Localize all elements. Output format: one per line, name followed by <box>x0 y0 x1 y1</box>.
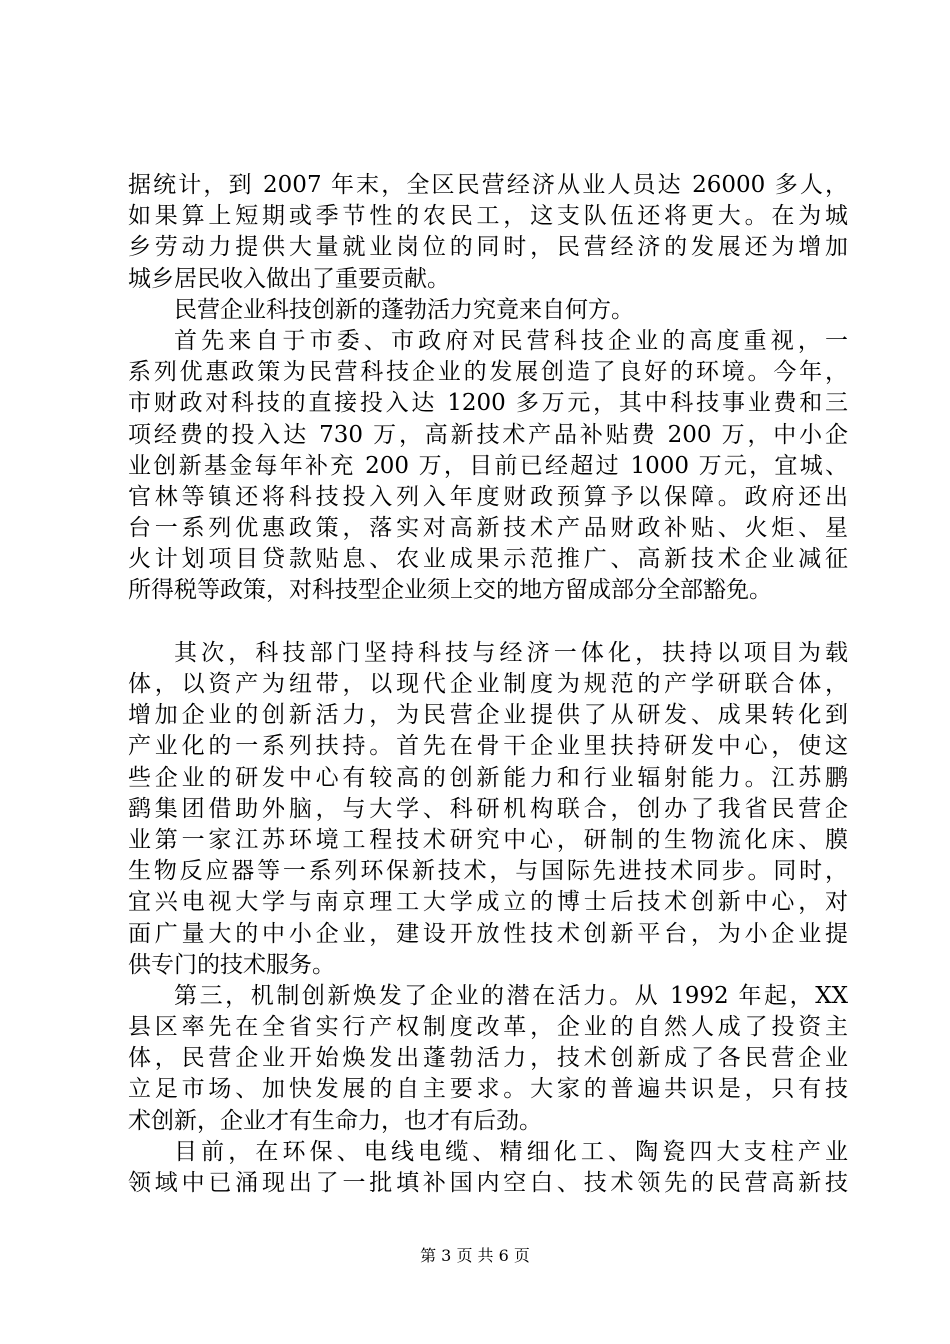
text-line: 宜兴电视大学与南京理工大学成立的博士后技术创新中心，对 <box>128 889 848 916</box>
text-line: 目前，在环保、电线电缆、精细化工、陶瓷四大支柱产业 <box>174 1138 848 1165</box>
text-line: 据统计，到 2007 年末，全区民营经济从业人员达 26000 多人， <box>128 172 848 198</box>
text-line: 乡劳动力提供大量就业岗位的同时，民营经济的发展还为增加 <box>128 234 848 261</box>
page-footer: 第 3 页 共 6 页 <box>420 1246 530 1265</box>
text-line: 项经费的投入达 730 万，高新技术产品补贴费 200 万，中小企 <box>128 421 848 448</box>
text-line: 市财政对科技的直接投入达 1200 多万元，其中科技事业费和三 <box>128 390 848 417</box>
text-line: 火计划项目贷款贴息、农业成果示范推广、高新技术企业减征 <box>128 546 848 573</box>
text-line: 县区率先在全省实行产权制度改革，企业的自然人成了投资主 <box>128 1014 848 1041</box>
text-line: 增加企业的创新活力，为民营企业提供了从研发、成果转化到 <box>128 702 848 729</box>
text-line: 台一系列优惠政策，落实对高新技术产品财政补贴、火炬、星 <box>128 515 848 542</box>
paragraph-gap <box>128 607 848 638</box>
text-line: 如果算上短期或季节性的农民工，这支队伍还将更大。在为城 <box>128 203 848 230</box>
text-line: 官林等镇还将科技投入列入年度财政预算予以保障。政府还出 <box>128 483 848 510</box>
text-line: 立足市场、加快发展的自主要求。大家的普遍共识是，只有技 <box>128 1076 848 1103</box>
text-line: 第三，机制创新焕发了企业的潜在活力。从 1992 年起，XX <box>174 982 848 1009</box>
text-line: 体，民营企业开始焕发出蓬勃活力，技术创新成了各民营企业 <box>128 1045 848 1072</box>
text-line: 城乡居民收入做出了重要贡献。 <box>128 265 450 292</box>
text-line: 民营企业科技创新的蓬勃活力究竟来自何方。 <box>174 296 634 323</box>
document-body <box>128 170 848 1199</box>
text-line: 产业化的一系列扶持。首先在骨干企业里扶持研发中心，使这 <box>128 733 848 760</box>
text-line: 体，以资产为纽带，以现代企业制度为规范的产学研联合体， <box>128 671 848 697</box>
text-line: 鹞集团借助外脑，与大学、科研机构联合，创办了我省民营企 <box>128 795 848 822</box>
text-line: 业第一家江苏环境工程技术研究中心，研制的生物流化床、膜 <box>128 826 848 853</box>
text-line: 领域中已涌现出了一批填补国内空白、技术领先的民营高新技 <box>128 1170 848 1196</box>
text-line: 业创新基金每年补充 200 万，目前已经超过 1000 万元，宜城、 <box>128 452 848 479</box>
text-line: 其次，科技部门坚持科技与经济一体化，扶持以项目为载 <box>174 639 848 666</box>
text-line: 面广量大的中小企业，建设开放性技术创新平台，为小企业提 <box>128 920 848 947</box>
text-line: 首先来自于市委、市政府对民营科技企业的高度重视，一 <box>174 327 848 354</box>
text-line: 系列优惠政策为民营科技企业的发展创造了良好的环境。今年， <box>128 359 848 386</box>
text-line: 些企业的研发中心有较高的创新能力和行业辐射能力。江苏鹏 <box>128 764 848 791</box>
text-line: 术创新，企业才有生命力，也才有后劲。 <box>128 1107 542 1134</box>
text-line: 所得税等政策，对科技型企业须上交的地方留成部分全部豁免。 <box>128 577 772 604</box>
text-line: 生物反应器等一系列环保新技术，与国际先进技术同步。同时， <box>128 858 848 885</box>
text-line: 供专门的技术服务。 <box>128 951 335 978</box>
